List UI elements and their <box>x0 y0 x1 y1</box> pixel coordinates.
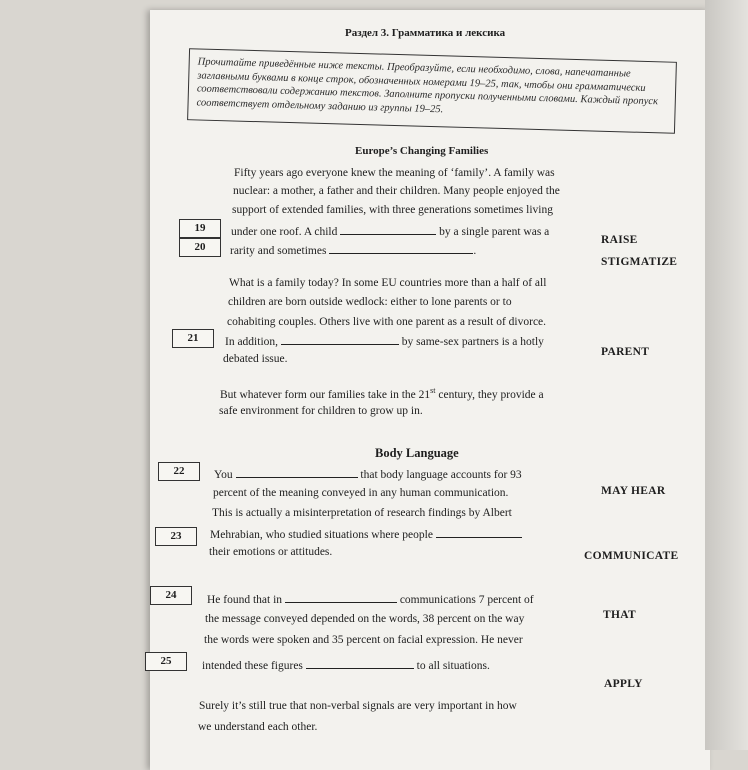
text-fragment: under one roof. A child <box>231 226 338 238</box>
keyword-20: STIGMATIZE <box>601 256 678 268</box>
text-line: percent of the meaning conveyed in any human communication. <box>213 487 509 499</box>
text-fragment: You <box>214 469 233 481</box>
text-line <box>207 592 534 606</box>
text-fragment: by same-sex partners is a hotly <box>401 336 544 348</box>
text-line <box>230 243 476 257</box>
text-line <box>202 658 490 672</box>
text-fragment: by a single parent was a <box>439 226 550 238</box>
task-number-22: 22 <box>158 462 200 481</box>
text-line <box>210 527 522 541</box>
answer-blank-24[interactable] <box>285 592 397 603</box>
text-line: What is a family today? In some EU countries more than a half of all <box>229 277 547 289</box>
text-line: their emotions or attitudes. <box>209 546 333 558</box>
text1-title: Europe’s Changing Families <box>355 145 489 157</box>
text-line: we understand each other. <box>198 721 318 733</box>
text-fragment: In addition, <box>225 336 279 348</box>
text-fragment: to all situations. <box>416 660 490 672</box>
text-fragment: intended these figures <box>202 660 303 672</box>
text-fragment: Mehrabian, who studied situations where people <box>210 529 433 541</box>
task-number-25: 25 <box>145 652 187 671</box>
text-line <box>231 224 549 238</box>
task-number-24: 24 <box>150 586 192 605</box>
text-line: cohabiting couples. Others live with one parent as a result of divorce. <box>227 316 547 328</box>
text2-title: Body Language <box>375 446 459 460</box>
keyword-25: APPLY <box>604 678 643 690</box>
text-fragment: . <box>473 245 477 257</box>
instructions-text: Прочитайте приведённые ниже тексты. Преобразуйте, если необходимо, слова, напечатанные заглавными буквами в конце строк, обозначенных номерами 19–25, так, чтобы они грамматически соответствовали содержанию текстов. Заполните пропуски полученными словами. Каждый пропуск соответствует отдельному заданию из группы 19–25. <box>196 56 659 115</box>
task-number-19: 19 <box>179 219 221 238</box>
instructions-box <box>187 48 677 134</box>
keyword-23: COMMUNICATE <box>584 550 679 562</box>
text-fragment: He found that in <box>207 594 283 606</box>
text-line: Fifty years ago everyone knew the meaning of ‘family’. A family was <box>234 167 555 179</box>
superscript: st <box>430 386 436 395</box>
text-line <box>220 386 544 401</box>
answer-blank-25[interactable] <box>306 658 414 669</box>
task-number-23: 23 <box>155 527 197 546</box>
text-fragment: But whatever form our families take in the 21 <box>220 388 431 401</box>
text-line: the words were spoken and 35 percent on facial expression. He never <box>204 634 523 646</box>
text-line: Surely it’s still true that non-verbal signals are very important in how <box>199 700 517 712</box>
answer-blank-19[interactable] <box>340 224 436 235</box>
text-fragment: rarity and sometimes <box>230 245 327 257</box>
text-line: This is actually a misinterpretation of research findings by Albert <box>212 507 512 519</box>
text-line: debated issue. <box>223 353 288 365</box>
section-title: Раздел 3. Грамматика и лексика <box>345 27 506 39</box>
text-line <box>225 334 544 348</box>
text-fragment: communications 7 percent of <box>399 594 534 606</box>
answer-blank-21[interactable] <box>281 334 399 345</box>
answer-blank-20[interactable] <box>329 243 473 254</box>
text-line: support of extended families, with three generations sometimes living <box>232 204 553 216</box>
text-line <box>214 467 522 481</box>
text-fragment: that body language accounts for 93 <box>360 469 522 481</box>
answer-blank-22[interactable] <box>236 467 358 478</box>
next-page-edge <box>705 0 748 750</box>
text-line: the message conveyed depended on the words, 38 percent on the way <box>205 613 525 625</box>
text-line: safe environment for children to grow up in. <box>219 405 423 417</box>
text-fragment: century, they provide a <box>435 388 544 401</box>
task-number-21: 21 <box>172 329 214 348</box>
keyword-19: RAISE <box>601 234 638 246</box>
text-line: nuclear: a mother, a father and their children. Many people enjoyed the <box>233 185 560 197</box>
keyword-24: THAT <box>603 609 636 621</box>
text-line: children are born outside wedlock: either to lone parents or to <box>228 296 512 308</box>
answer-blank-23[interactable] <box>436 527 522 538</box>
keyword-21: PARENT <box>601 346 650 358</box>
keyword-22: MAY HEAR <box>601 485 666 497</box>
task-number-20: 20 <box>179 238 221 257</box>
